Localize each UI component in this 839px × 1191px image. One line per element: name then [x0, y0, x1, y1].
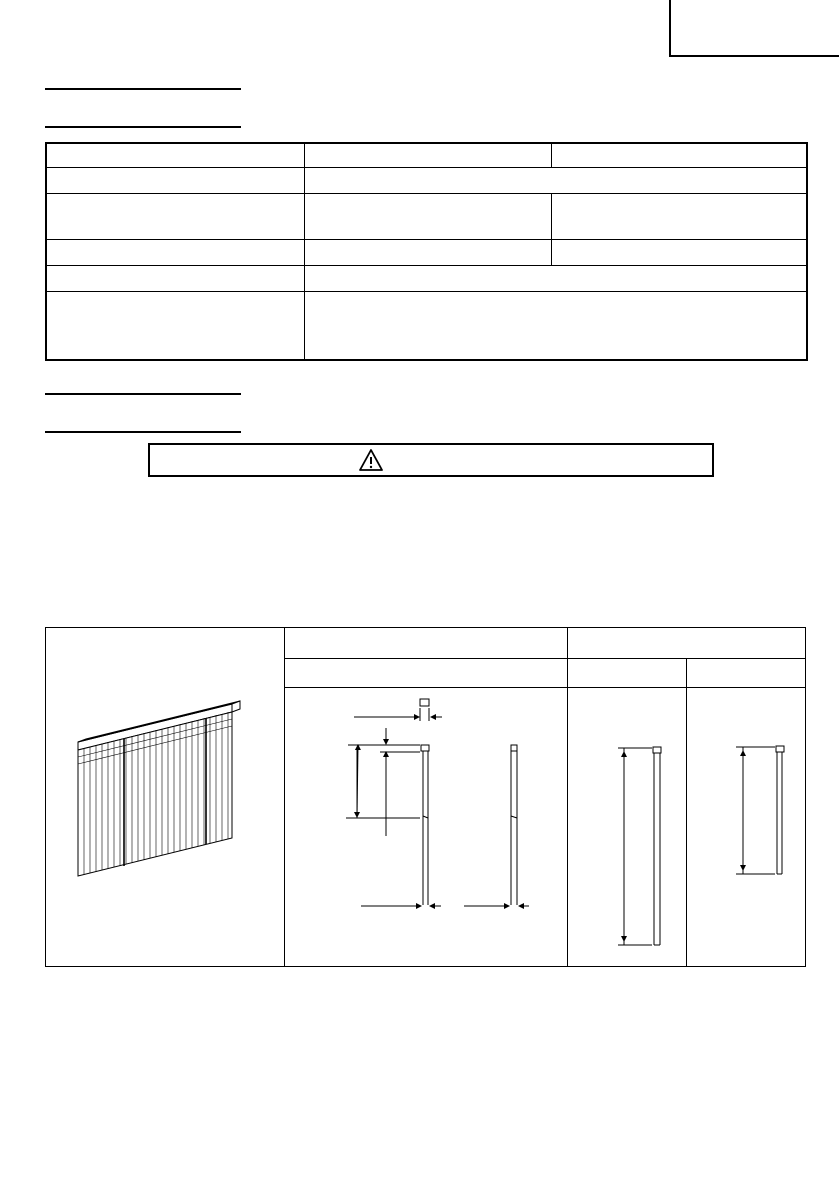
short-brad-diagram: [736, 746, 784, 874]
nail-strip-icon: [78, 701, 240, 876]
brad-nail-dimension-diagram: [346, 699, 529, 906]
long-brad-diagram: [618, 747, 661, 945]
